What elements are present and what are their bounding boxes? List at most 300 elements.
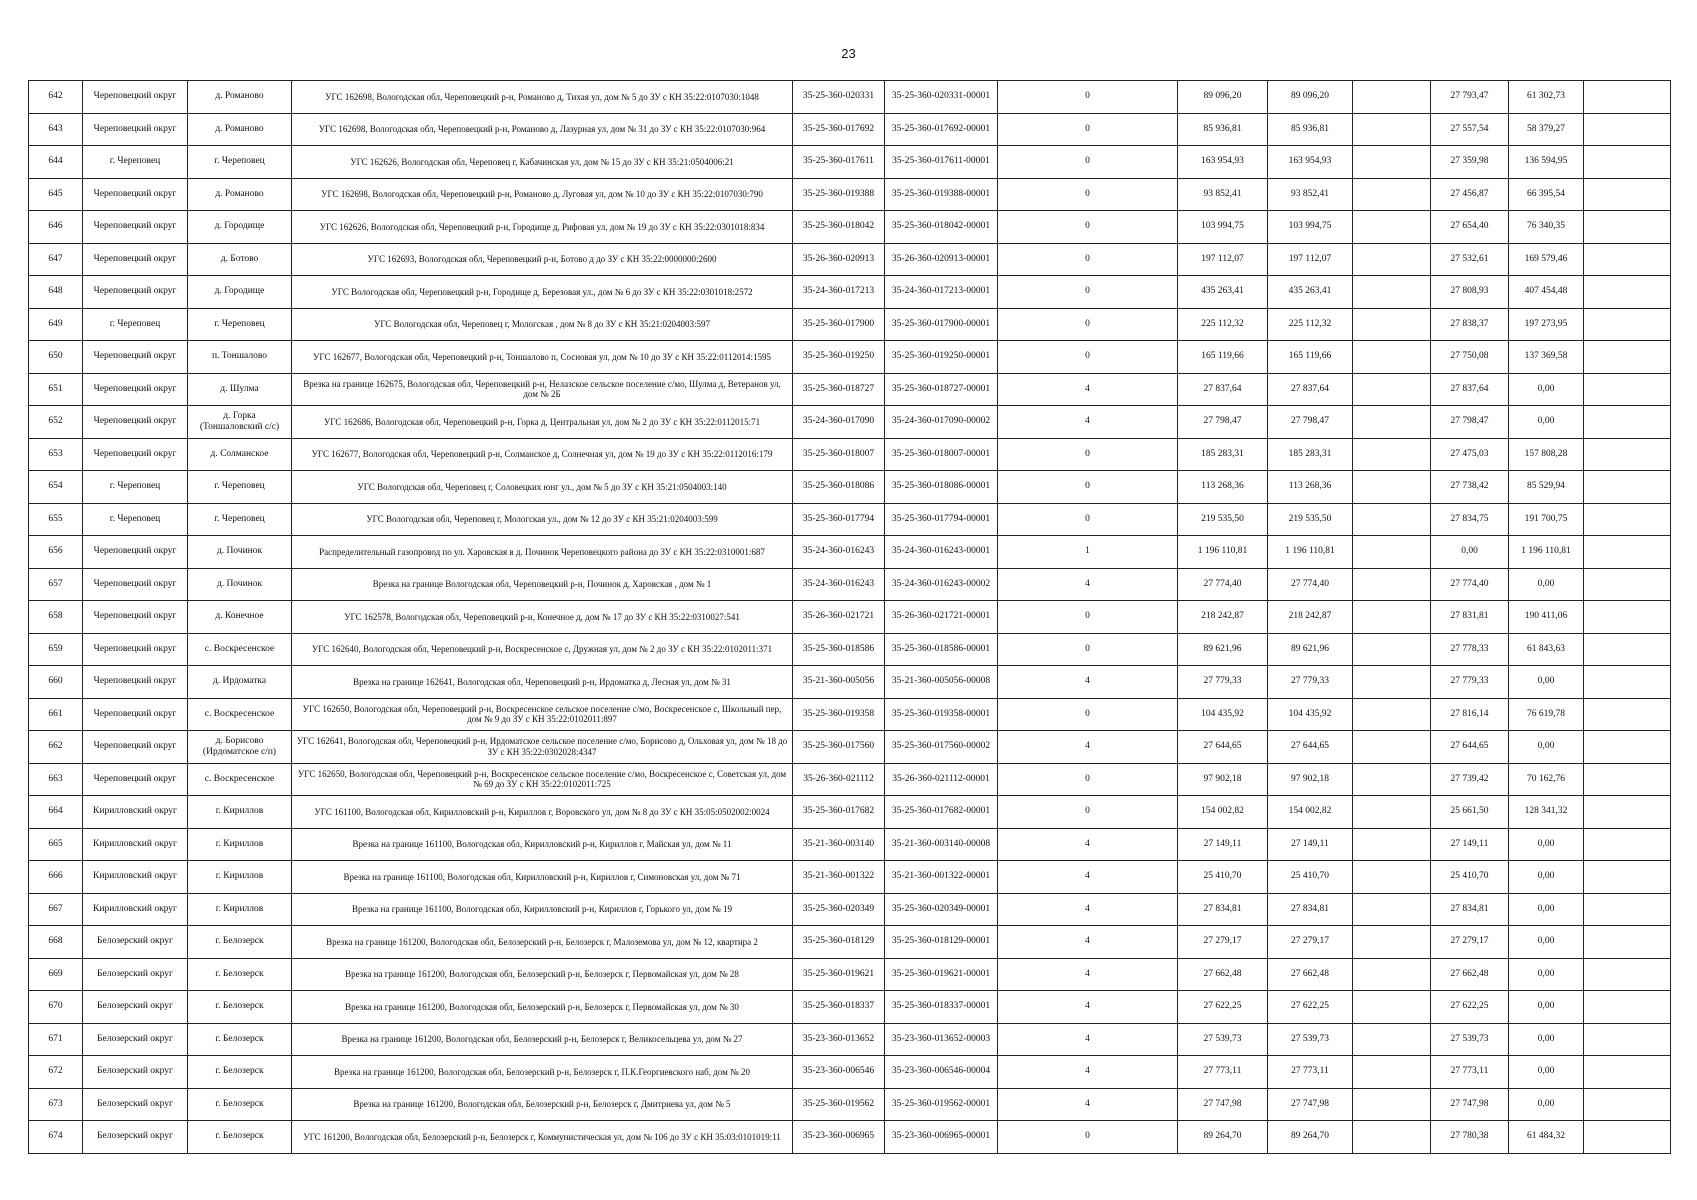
cell-settlement: д. Романово (188, 81, 292, 114)
cell-empty-col (1353, 536, 1431, 569)
cell-empty-col (1353, 1088, 1431, 1121)
cell-empty-col (1353, 568, 1431, 601)
cell-cost-sum: 89 096,20 (1268, 81, 1353, 114)
cell-deduction: 27 750,08 (1431, 341, 1509, 374)
cell-district: Череповецкий округ (83, 113, 188, 146)
cell-object-id: 35-25-360-019358-00001 (885, 698, 998, 731)
cell-network-id: 35-25-360-019562 (793, 1088, 885, 1121)
cell-empty-col-last (1584, 731, 1671, 764)
cell-settlement: г. Череповец (188, 503, 292, 536)
cell-cost-sum: 27 798,47 (1268, 406, 1353, 439)
cell-empty-col (1353, 503, 1431, 536)
cell-cost-total: 27 834,81 (1178, 893, 1268, 926)
cell-cost-sum: 89 264,70 (1268, 1121, 1353, 1154)
cell-settlement: г. Череповец (188, 308, 292, 341)
cell-settlement: г. Кириллов (188, 796, 292, 829)
cell-empty-col-last (1584, 341, 1671, 374)
cell-balance: 0,00 (1509, 1023, 1584, 1056)
cell-empty-col (1353, 341, 1431, 374)
cell-empty-col (1353, 861, 1431, 894)
cell-category: 0 (998, 698, 1178, 731)
cell-cost-sum: 113 268,36 (1268, 471, 1353, 504)
cell-object-id: 35-24-360-016243-00002 (885, 568, 998, 601)
cell-row-number: 669 (29, 958, 83, 991)
cell-deduction: 27 739,42 (1431, 763, 1509, 796)
cell-district: Череповецкий округ (83, 81, 188, 114)
cell-object-description: УГС 162677, Вологодская обл, Череповецкий р-н, Солманское д, Солнечная ул, дом № 19 до ЗУ с КН 35:22:0112016:179 (292, 438, 793, 471)
cell-category: 0 (998, 471, 1178, 504)
cell-empty-col-last (1584, 503, 1671, 536)
table-row (29, 178, 1671, 211)
cell-cost-sum: 27 834,81 (1268, 893, 1353, 926)
cell-object-description: Врезка на границе 161100, Вологодская обл, Кирилловский р-н, Кириллов г, Горького ул, дом № 19 (292, 893, 793, 926)
cell-deduction: 27 475,03 (1431, 438, 1509, 471)
cell-empty-col-last (1584, 178, 1671, 211)
cell-balance: 169 579,46 (1509, 243, 1584, 276)
cell-settlement: с. Воскресенское (188, 698, 292, 731)
cell-network-id: 35-24-360-017090 (793, 406, 885, 439)
cell-category: 0 (998, 308, 1178, 341)
cell-balance: 0,00 (1509, 373, 1584, 406)
table-row (29, 1088, 1671, 1121)
cell-settlement: г. Белозерск (188, 1121, 292, 1154)
cell-empty-col-last (1584, 536, 1671, 569)
cell-settlement: д. Шулма (188, 373, 292, 406)
cell-empty-col (1353, 991, 1431, 1024)
table-row (29, 471, 1671, 504)
cell-object-id: 35-25-360-018337-00001 (885, 991, 998, 1024)
cell-object-id: 35-23-360-006546-00004 (885, 1056, 998, 1089)
cell-cost-sum: 27 779,33 (1268, 666, 1353, 699)
cell-district: г. Череповец (83, 503, 188, 536)
cell-network-id: 35-25-360-018727 (793, 373, 885, 406)
cell-district: Череповецкий округ (83, 536, 188, 569)
cell-settlement: г. Кириллов (188, 828, 292, 861)
cell-empty-col (1353, 211, 1431, 244)
cell-cost-sum: 27 773,11 (1268, 1056, 1353, 1089)
cell-category: 0 (998, 243, 1178, 276)
cell-district: Череповецкий округ (83, 276, 188, 309)
cell-cost-total: 27 149,11 (1178, 828, 1268, 861)
cell-deduction: 0,00 (1431, 536, 1509, 569)
cell-settlement: д. Борисово (Ирдоматское с/п) (188, 731, 292, 764)
cell-cost-total: 225 112,32 (1178, 308, 1268, 341)
cell-balance: 0,00 (1509, 893, 1584, 926)
cell-district: Череповецкий округ (83, 698, 188, 731)
cell-balance: 0,00 (1509, 926, 1584, 959)
cell-deduction: 27 793,47 (1431, 81, 1509, 114)
cell-empty-col-last (1584, 1121, 1671, 1154)
cell-empty-col-last (1584, 666, 1671, 699)
cell-balance: 128 341,32 (1509, 796, 1584, 829)
cell-empty-col-last (1584, 601, 1671, 634)
cell-object-id: 35-25-360-019388-00001 (885, 178, 998, 211)
cell-empty-col (1353, 276, 1431, 309)
cell-object-description: Врезка на границе 161100, Вологодская обл, Кирилловский р-н, Кириллов г, Майская ул, дом № 11 (292, 828, 793, 861)
table-row (29, 893, 1671, 926)
cell-empty-col-last (1584, 113, 1671, 146)
cell-district: Череповецкий округ (83, 438, 188, 471)
cell-category: 0 (998, 438, 1178, 471)
cell-balance: 85 529,94 (1509, 471, 1584, 504)
cell-cost-total: 27 798,47 (1178, 406, 1268, 439)
cell-object-description: УГС 162650, Вологодская обл, Череповецкий р-н, Воскресенское сельское поселение с/мо, Воскресенское с, Советская ул, дом № 69 до ЗУ с КН 35:22:0102011:725 (292, 763, 793, 796)
cell-cost-total: 27 539,73 (1178, 1023, 1268, 1056)
cell-deduction: 27 622,25 (1431, 991, 1509, 1024)
cell-settlement: г. Кириллов (188, 861, 292, 894)
cell-cost-sum: 104 435,92 (1268, 698, 1353, 731)
cell-cost-sum: 27 774,40 (1268, 568, 1353, 601)
cell-object-id: 35-26-360-021112-00001 (885, 763, 998, 796)
cell-empty-col-last (1584, 406, 1671, 439)
cell-category: 4 (998, 666, 1178, 699)
cell-cost-total: 219 535,50 (1178, 503, 1268, 536)
table-row (29, 633, 1671, 666)
cell-row-number: 660 (29, 666, 83, 699)
cell-empty-col (1353, 438, 1431, 471)
cell-category: 4 (998, 731, 1178, 764)
cell-cost-total: 27 279,17 (1178, 926, 1268, 959)
cell-category: 4 (998, 893, 1178, 926)
cell-empty-col (1353, 763, 1431, 796)
cell-network-id: 35-26-360-021112 (793, 763, 885, 796)
cell-object-id: 35-25-360-017611-00001 (885, 146, 998, 179)
page-number: 23 (841, 46, 856, 61)
cell-object-description: УГС 162686, Вологодская обл, Череповецкий р-н, Горка д, Центральная ул, дом № 2 до ЗУ с КН 35:22:0112015:71 (292, 406, 793, 439)
cell-empty-col-last (1584, 81, 1671, 114)
cell-district: Белозерский округ (83, 1056, 188, 1089)
cell-balance: 0,00 (1509, 828, 1584, 861)
cell-network-id: 35-25-360-018007 (793, 438, 885, 471)
registry-table (28, 80, 1671, 1154)
cell-cost-sum: 163 954,93 (1268, 146, 1353, 179)
cell-network-id: 35-25-360-019621 (793, 958, 885, 991)
cell-network-id: 35-25-360-018337 (793, 991, 885, 1024)
cell-balance: 61 484,32 (1509, 1121, 1584, 1154)
cell-cost-sum: 27 662,48 (1268, 958, 1353, 991)
cell-row-number: 673 (29, 1088, 83, 1121)
cell-balance: 0,00 (1509, 731, 1584, 764)
cell-empty-col-last (1584, 1088, 1671, 1121)
cell-row-number: 664 (29, 796, 83, 829)
cell-settlement: д. Горка (Тоншаловский с/с) (188, 406, 292, 439)
cell-category: 0 (998, 276, 1178, 309)
cell-empty-col (1353, 146, 1431, 179)
cell-object-description: Врезка на границе 161200, Вологодская обл, Белозерский р-н, Белозерск г, Великосельцева ул, дом № 27 (292, 1023, 793, 1056)
cell-row-number: 652 (29, 406, 83, 439)
cell-cost-sum: 154 002,82 (1268, 796, 1353, 829)
cell-category: 0 (998, 601, 1178, 634)
cell-district: Череповецкий округ (83, 373, 188, 406)
cell-category: 4 (998, 568, 1178, 601)
cell-settlement: д. Починок (188, 568, 292, 601)
cell-category: 4 (998, 861, 1178, 894)
cell-settlement: г. Белозерск (188, 1023, 292, 1056)
cell-category: 1 (998, 536, 1178, 569)
cell-object-description: УГС 161100, Вологодская обл, Кирилловский р-н, Кириллов г, Воровского ул, дом № 8 до ЗУ с КН 35:05:0502002:0024 (292, 796, 793, 829)
cell-cost-sum: 93 852,41 (1268, 178, 1353, 211)
cell-object-description: Врезка на границе 161200, Вологодская обл, Белозерский р-н, Белозерск г, Малоземова ул, дом № 12, квартира 2 (292, 926, 793, 959)
cell-empty-col-last (1584, 211, 1671, 244)
cell-settlement: с. Воскресенское (188, 633, 292, 666)
cell-network-id: 35-25-360-019388 (793, 178, 885, 211)
cell-empty-col-last (1584, 926, 1671, 959)
cell-balance: 157 808,28 (1509, 438, 1584, 471)
cell-category: 4 (998, 1088, 1178, 1121)
cell-deduction: 27 662,48 (1431, 958, 1509, 991)
cell-settlement: г. Череповец (188, 146, 292, 179)
cell-object-id: 35-25-360-019621-00001 (885, 958, 998, 991)
cell-empty-col (1353, 698, 1431, 731)
cell-object-id: 35-26-360-020913-00001 (885, 243, 998, 276)
cell-object-description: УГС 162641, Вологодская обл, Череповецкий р-н, Ирдоматское сельское поселение с/мо, Борисово д, Ольховая ул, дом № 18 до ЗУ с КН 35:22:0302028:4347 (292, 731, 793, 764)
cell-cost-sum: 165 119,66 (1268, 341, 1353, 374)
cell-row-number: 672 (29, 1056, 83, 1089)
cell-cost-total: 154 002,82 (1178, 796, 1268, 829)
cell-category: 0 (998, 763, 1178, 796)
cell-cost-sum: 185 283,31 (1268, 438, 1353, 471)
cell-cost-sum: 27 747,98 (1268, 1088, 1353, 1121)
cell-balance: 0,00 (1509, 1088, 1584, 1121)
table-row (29, 503, 1671, 536)
cell-object-description: УГС 162650, Вологодская обл, Череповецкий р-н, Воскресенское сельское поселение с/мо, Воскресенское с, Школьный пер, дом № 9 до ЗУ с КН 35:22:0102011:897 (292, 698, 793, 731)
cell-empty-col (1353, 601, 1431, 634)
cell-district: г. Череповец (83, 146, 188, 179)
cell-category: 0 (998, 178, 1178, 211)
cell-cost-sum: 89 621,96 (1268, 633, 1353, 666)
cell-empty-col (1353, 406, 1431, 439)
cell-cost-total: 25 410,70 (1178, 861, 1268, 894)
cell-category: 4 (998, 991, 1178, 1024)
cell-district: Череповецкий округ (83, 731, 188, 764)
cell-object-description: УГС 162698, Вологодская обл, Череповецкий р-н, Романово д, Луговая ул, дом № 10 до ЗУ с КН 35:22:0107030:790 (292, 178, 793, 211)
cell-object-id: 35-25-360-018727-00001 (885, 373, 998, 406)
cell-category: 0 (998, 503, 1178, 536)
cell-deduction: 27 798,47 (1431, 406, 1509, 439)
cell-cost-total: 27 837,64 (1178, 373, 1268, 406)
cell-deduction: 27 644,65 (1431, 731, 1509, 764)
cell-object-description: УГС 162578, Вологодская обл, Череповецкий р-н, Конечное д, дом № 17 до ЗУ с КН 35:22:0310027:541 (292, 601, 793, 634)
cell-empty-col-last (1584, 471, 1671, 504)
cell-settlement: г. Белозерск (188, 958, 292, 991)
cell-row-number: 670 (29, 991, 83, 1024)
cell-balance: 76 340,35 (1509, 211, 1584, 244)
cell-deduction: 27 456,87 (1431, 178, 1509, 211)
cell-district: г. Череповец (83, 471, 188, 504)
cell-cost-total: 104 435,92 (1178, 698, 1268, 731)
cell-empty-col (1353, 178, 1431, 211)
table-row (29, 341, 1671, 374)
cell-settlement: д. Романово (188, 113, 292, 146)
cell-object-id: 35-25-360-019250-00001 (885, 341, 998, 374)
cell-cost-total: 27 774,40 (1178, 568, 1268, 601)
cell-network-id: 35-26-360-021721 (793, 601, 885, 634)
cell-object-description: Врезка на границе 161200, Вологодская обл, Белозерский р-н, Белозерск г, Первомайская ул, дом № 28 (292, 958, 793, 991)
cell-settlement: д. Солманское (188, 438, 292, 471)
cell-object-id: 35-24-360-017213-00001 (885, 276, 998, 309)
cell-network-id: 35-21-360-005056 (793, 666, 885, 699)
cell-district: Череповецкий округ (83, 243, 188, 276)
cell-empty-col (1353, 1056, 1431, 1089)
cell-empty-col-last (1584, 243, 1671, 276)
cell-cost-sum: 27 279,17 (1268, 926, 1353, 959)
cell-object-description: УГС Вологодская обл, Череповец г, Соловецких юнг ул., дом № 5 до ЗУ с КН 35:21:0504003:140 (292, 471, 793, 504)
cell-district: Кирилловский округ (83, 861, 188, 894)
cell-category: 4 (998, 373, 1178, 406)
cell-cost-sum: 103 994,75 (1268, 211, 1353, 244)
cell-object-id: 35-23-360-013652-00003 (885, 1023, 998, 1056)
cell-network-id: 35-25-360-017682 (793, 796, 885, 829)
cell-object-id: 35-21-360-001322-00001 (885, 861, 998, 894)
cell-row-number: 658 (29, 601, 83, 634)
cell-network-id: 35-26-360-020913 (793, 243, 885, 276)
cell-empty-col (1353, 113, 1431, 146)
cell-deduction: 27 654,40 (1431, 211, 1509, 244)
table-row (29, 308, 1671, 341)
cell-row-number: 649 (29, 308, 83, 341)
cell-object-id: 35-24-360-016243-00001 (885, 536, 998, 569)
cell-object-id: 35-25-360-017692-00001 (885, 113, 998, 146)
cell-network-id: 35-25-360-018042 (793, 211, 885, 244)
cell-network-id: 35-25-360-018129 (793, 926, 885, 959)
table-row (29, 568, 1671, 601)
table-row (29, 731, 1671, 764)
cell-network-id: 35-24-360-016243 (793, 568, 885, 601)
cell-object-description: УГС Вологодская обл, Череповец г, Мологская , дом № 8 до ЗУ с КН 35:21:0204003:597 (292, 308, 793, 341)
table-row (29, 1056, 1671, 1089)
table-row (29, 926, 1671, 959)
cell-row-number: 668 (29, 926, 83, 959)
cell-network-id: 35-25-360-018086 (793, 471, 885, 504)
cell-empty-col-last (1584, 633, 1671, 666)
cell-cost-sum: 97 902,18 (1268, 763, 1353, 796)
cell-deduction: 27 773,11 (1431, 1056, 1509, 1089)
cell-balance: 58 379,27 (1509, 113, 1584, 146)
cell-object-id: 35-25-360-020349-00001 (885, 893, 998, 926)
table-row (29, 438, 1671, 471)
cell-deduction: 27 774,40 (1431, 568, 1509, 601)
cell-cost-total: 27 644,65 (1178, 731, 1268, 764)
cell-object-id: 35-25-360-019562-00001 (885, 1088, 998, 1121)
table-row (29, 1023, 1671, 1056)
table-row (29, 211, 1671, 244)
cell-object-id: 35-26-360-021721-00001 (885, 601, 998, 634)
cell-row-number: 657 (29, 568, 83, 601)
cell-object-id: 35-25-360-018042-00001 (885, 211, 998, 244)
cell-object-id: 35-25-360-018007-00001 (885, 438, 998, 471)
cell-category: 4 (998, 958, 1178, 991)
cell-object-id: 35-23-360-006965-00001 (885, 1121, 998, 1154)
cell-cost-total: 89 264,70 (1178, 1121, 1268, 1154)
cell-deduction: 27 837,64 (1431, 373, 1509, 406)
table-row (29, 373, 1671, 406)
cell-cost-total: 163 954,93 (1178, 146, 1268, 179)
cell-object-description: УГС Вологодская обл, Череповецкий р-н, Городище д, Березовая ул., дом № 6 до ЗУ с КН 35:22:0301018:2572 (292, 276, 793, 309)
cell-object-description: УГС 162677, Вологодская обл, Череповецкий р-н, Тоншалово п, Сосновая ул, дом № 10 до ЗУ с КН 35:22:0112014:1595 (292, 341, 793, 374)
cell-object-description: Распределительный газопровод по ул. Харовская в д. Починок Череповецкого района до ЗУ с КН 35:22:0310001:687 (292, 536, 793, 569)
cell-cost-total: 435 263,41 (1178, 276, 1268, 309)
cell-empty-col-last (1584, 1023, 1671, 1056)
cell-network-id: 35-25-360-018586 (793, 633, 885, 666)
cell-object-id: 35-25-360-018129-00001 (885, 926, 998, 959)
cell-district: Череповецкий округ (83, 178, 188, 211)
cell-cost-total: 113 268,36 (1178, 471, 1268, 504)
cell-deduction: 27 539,73 (1431, 1023, 1509, 1056)
cell-settlement: д. Городище (188, 211, 292, 244)
cell-cost-sum: 1 196 110,81 (1268, 536, 1353, 569)
cell-object-description: Врезка на границе 161100, Вологодская обл, Кирилловский р-н, Кириллов г, Симоновская ул, дом № 71 (292, 861, 793, 894)
cell-category: 4 (998, 828, 1178, 861)
cell-settlement: д. Ботово (188, 243, 292, 276)
cell-object-id: 35-24-360-017090-00002 (885, 406, 998, 439)
cell-deduction: 27 738,42 (1431, 471, 1509, 504)
cell-object-description: УГС 162626, Вологодская обл, Череповецкий р-н, Городище д, Рифовая ул, дом № 19 до ЗУ с КН 35:22:0301018:834 (292, 211, 793, 244)
cell-settlement: г. Белозерск (188, 926, 292, 959)
cell-row-number: 665 (29, 828, 83, 861)
cell-cost-total: 218 242,87 (1178, 601, 1268, 634)
cell-network-id: 35-24-360-016243 (793, 536, 885, 569)
cell-cost-total: 27 773,11 (1178, 1056, 1268, 1089)
cell-row-number: 659 (29, 633, 83, 666)
table-row (29, 276, 1671, 309)
cell-row-number: 645 (29, 178, 83, 211)
cell-empty-col (1353, 243, 1431, 276)
cell-district: Белозерский округ (83, 926, 188, 959)
cell-empty-col-last (1584, 698, 1671, 731)
cell-balance: 0,00 (1509, 568, 1584, 601)
cell-balance: 0,00 (1509, 958, 1584, 991)
cell-balance: 407 454,48 (1509, 276, 1584, 309)
cell-balance: 137 369,58 (1509, 341, 1584, 374)
cell-category: 4 (998, 406, 1178, 439)
cell-cost-sum: 218 242,87 (1268, 601, 1353, 634)
cell-object-description: УГС Вологодская обл, Череповец г, Мологская ул., дом № 12 до ЗУ с КН 35:21:0204003:599 (292, 503, 793, 536)
cell-row-number: 650 (29, 341, 83, 374)
cell-balance: 61 302,73 (1509, 81, 1584, 114)
cell-district: Белозерский округ (83, 1088, 188, 1121)
cell-district: Белозерский округ (83, 1023, 188, 1056)
cell-empty-col-last (1584, 893, 1671, 926)
cell-cost-total: 103 994,75 (1178, 211, 1268, 244)
cell-object-id: 35-25-360-017794-00001 (885, 503, 998, 536)
cell-empty-col-last (1584, 438, 1671, 471)
cell-settlement: г. Белозерск (188, 991, 292, 1024)
cell-district: Кирилловский округ (83, 796, 188, 829)
cell-settlement: г. Кириллов (188, 893, 292, 926)
cell-deduction: 25 661,50 (1431, 796, 1509, 829)
cell-empty-col-last (1584, 373, 1671, 406)
cell-row-number: 643 (29, 113, 83, 146)
cell-object-description: Врезка на границе 162675, Вологодская обл, Череповецкий р-н, Нелазское сельское поселение с/мо, Шулма д, Ветеранов ул, дом № 2Б (292, 373, 793, 406)
cell-settlement: г. Белозерск (188, 1088, 292, 1121)
cell-deduction: 27 831,81 (1431, 601, 1509, 634)
registry-table-body (29, 81, 1671, 1154)
cell-row-number: 647 (29, 243, 83, 276)
cell-object-id: 35-25-360-020331-00001 (885, 81, 998, 114)
table-row (29, 991, 1671, 1024)
cell-cost-sum: 225 112,32 (1268, 308, 1353, 341)
cell-category: 0 (998, 81, 1178, 114)
cell-district: Кирилловский округ (83, 828, 188, 861)
cell-empty-col (1353, 81, 1431, 114)
cell-empty-col-last (1584, 308, 1671, 341)
cell-settlement: д. Конечное (188, 601, 292, 634)
cell-cost-sum: 27 837,64 (1268, 373, 1353, 406)
cell-empty-col-last (1584, 276, 1671, 309)
cell-balance: 0,00 (1509, 406, 1584, 439)
cell-deduction: 27 149,11 (1431, 828, 1509, 861)
cell-settlement: с. Воскресенское (188, 763, 292, 796)
